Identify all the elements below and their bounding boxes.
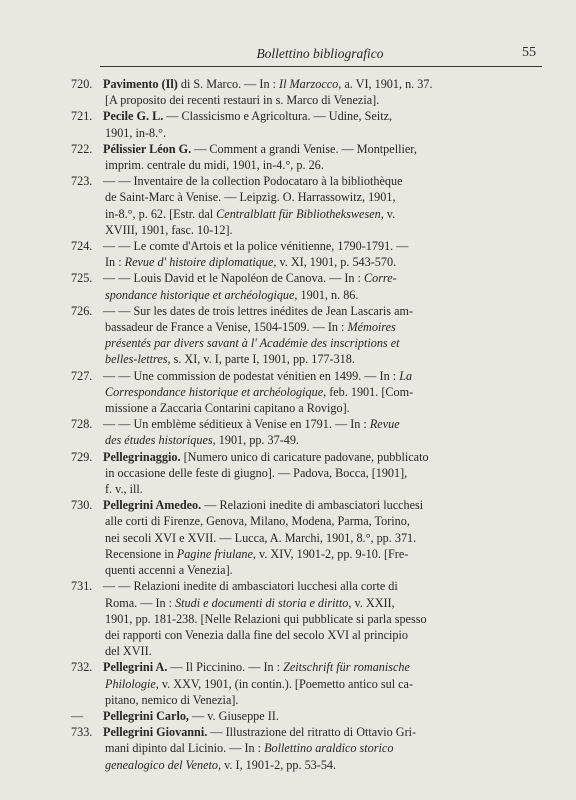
entry-line: — — Inventaire de la collection Podocataro à la bibliothèque xyxy=(103,174,403,189)
entry-number: 723. xyxy=(71,174,93,189)
bibliography-list xyxy=(0,76,576,773)
entry-number: 731. xyxy=(71,579,93,594)
entry-italic-title: Pagine friulane, xyxy=(176,546,256,561)
entry-number: 720. xyxy=(71,77,93,91)
entry-line: in-8.°, p. 62. [Estr. dal Centralblatt für Bibliothekswesen, v. xyxy=(105,206,396,221)
entry-line: pitano, nemico di Venezia]. xyxy=(105,692,239,707)
bibliography-entry xyxy=(0,108,576,140)
bibliography-entry xyxy=(0,497,576,578)
entry-line: Pellegrini Amedeo. — Relazioni inedite di ambasciatori lucchesi xyxy=(103,498,424,513)
entry-line: genealogico del Veneto, v. I, 1901-2, pp. 53-54. xyxy=(105,757,337,772)
entry-author: Pavimento (Il) xyxy=(103,77,178,91)
entry-line: — — Sur les dates de trois lettres inédites de Jean Lascaris am- xyxy=(103,303,414,318)
entry-italic-title: Mémoires xyxy=(347,320,396,335)
entry-line: Pellegrini Carlo, — v. Giuseppe II. xyxy=(103,708,279,723)
bibliography-entry xyxy=(0,270,576,302)
bibliography-entry xyxy=(0,416,576,448)
entry-italic-title: des études historiques, xyxy=(105,433,216,448)
entry-line: 1901, pp. 181-238. [Nelle Relazioni qui pubblicate si parla spesso xyxy=(105,611,427,626)
entry-italic-title: La xyxy=(399,368,413,383)
entry-italic-title: présentés par divers savant à l' Académie des inscriptions et xyxy=(105,336,400,351)
bibliography-entry xyxy=(0,238,576,270)
bibliography-entry xyxy=(0,303,576,368)
entry-line: de Saint-Marc à Venise. — Leipzig. O. Harrassowitz, 1901, xyxy=(105,190,396,205)
entry-italic-title: Centralblatt für Bibliothekswesen, xyxy=(216,206,384,221)
entry-number: 721. xyxy=(71,109,93,124)
entry-line: del XVII. xyxy=(105,644,152,659)
entry-line: — — Le comte d'Artois et la police vénitienne, 1790-1791. — xyxy=(103,239,409,254)
entry-line: Pellegrini A. — Il Piccinino. — In : Zeitschrift für romanische xyxy=(103,660,410,675)
entry-line xyxy=(0,335,576,351)
entry-line: des études historiques, 1901, pp. 37-49. xyxy=(105,433,299,448)
running-title: Bollettino bibliografico xyxy=(256,46,384,61)
page-number: 55 xyxy=(522,45,536,60)
entry-line: XVIII, 1901, fasc. 10-12]. xyxy=(105,222,233,237)
bibliography-entry xyxy=(0,449,576,498)
entry-line: quenti accenni a Venezia]. xyxy=(105,563,233,578)
entry-line: Recensione in Pagine friulane, v. XIV, 1901-2, pp. 9-10. [Fre- xyxy=(105,546,409,561)
entry-italic-title: Philologie, xyxy=(105,676,159,691)
entry-line: — — Un emblème séditieux à Venise en 1791. — In : Revue xyxy=(103,417,400,432)
entry-line: — — Relazioni inedite di ambasciatori lucchesi alla corte di xyxy=(103,579,398,594)
entry-number: 727. xyxy=(71,368,93,383)
entry-line: Pellegrini Giovanni. — Illustrazione del ritratto di Ottavio Gri- xyxy=(103,725,417,740)
entry-line: f. v., ill. xyxy=(105,482,143,497)
entry-line: — — Une commission de podestat vénitien en 1499. — In : La xyxy=(103,368,413,383)
entry-author: Pélissier Léon G. xyxy=(103,141,192,156)
bibliography-entry xyxy=(0,368,576,417)
entry-line: Pélissier Léon G. — Comment a grandi Venise. — Montpellier, xyxy=(103,141,417,156)
entry-author: Pellegrini A. xyxy=(103,660,168,675)
entry-line: alle corti di Firenze, Genova, Milano, Modena, Parma, Torino, xyxy=(105,514,410,529)
entry-number: 729. xyxy=(71,449,93,464)
entry-line: nei secoli XVI e XVII. — Lucca, A. Marchi, 1901, 8.°, pp. 371. xyxy=(105,530,417,545)
entry-line: Roma. — In : Studi e documenti di storia e diritto, v. XXII, xyxy=(105,595,395,610)
bibliography-entry xyxy=(0,76,576,108)
entry-line: Pecile G. L. — Classicismo e Agricoltura. — Udine, Seitz, xyxy=(103,109,393,124)
entry-line: in occasione delle feste di giugno]. — Padova, Bocca, [1901], xyxy=(105,465,408,480)
entry-number: 728. xyxy=(71,417,93,432)
entry-line: Correspondance historique et archéologique, feb. 1901. [Com- xyxy=(105,384,414,399)
entry-line: Philologie, v. XXV, 1901, (in contin.). [Poemetto antico sul ca- xyxy=(105,676,414,691)
entry-author: Pellegrinaggio. xyxy=(103,449,181,464)
entry-line: Pavimento (Il) di S. Marco. — In : Il Marzocco, a. VI, 1901, n. 37. xyxy=(103,77,433,91)
entry-italic-title: Il Marzocco, xyxy=(279,77,342,91)
bibliography-entry xyxy=(0,708,576,724)
entry-number: 725. xyxy=(71,271,93,286)
entry-number: 733. xyxy=(71,725,93,740)
entry-line: bassadeur de France a Venise, 1504-1509. — In : Mémoires xyxy=(105,320,396,335)
entry-italic-title: Revue d' histoire diplomatique, xyxy=(124,255,277,270)
entry-line: missione a Zaccaria Contarini capitano a Rovigo]. xyxy=(105,401,350,416)
entry-italic-title: Revue xyxy=(369,417,400,432)
entry-author: Pellegrini Amedeo. xyxy=(103,498,202,513)
bibliography-entry xyxy=(0,578,576,659)
entry-line: Pellegrinaggio. [Numero unico di caricature padovane, pubblicato xyxy=(103,449,429,464)
entry-author: Pellegrini Carlo, xyxy=(103,708,189,723)
entry-number: 724. xyxy=(71,239,93,254)
entry-italic-title: spondance historique et archéologique, xyxy=(105,287,298,302)
bibliography-entry xyxy=(0,173,576,238)
entry-number: 730. xyxy=(71,498,93,513)
entry-italic-title: Correspondance historique et archéologique, xyxy=(105,384,327,399)
bibliography-entry xyxy=(0,141,576,173)
entry-line: belles-lettres, s. XI, v. I, parte I, 1901, pp. 177-318. xyxy=(105,352,355,367)
entry-number: 732. xyxy=(71,660,93,675)
bibliography-entry xyxy=(0,659,576,708)
entry-line: imprim. centrale du midi, 1901, in-4.°, p. 26. xyxy=(105,158,324,173)
entry-line: dei rapporti con Venezia dalla fine del secolo XVI al principio xyxy=(105,627,408,642)
entry-italic-title: genealogico del Veneto, xyxy=(105,757,222,772)
entry-line: In : Revue d' histoire diplomatique, v. XI, 1901, p. 543-570. xyxy=(105,255,397,270)
entry-number: 726. xyxy=(71,303,93,318)
bibliography-entry xyxy=(0,724,576,773)
entry-italic-title: belles-lettres, xyxy=(105,352,171,367)
entry-line: mani dipinto dal Licinio. — In : Bollettino araldico storico xyxy=(105,741,394,756)
entry-line: — — Louis David et le Napoléon de Canova. — In : Corre- xyxy=(103,271,397,286)
entry-italic-title: Studi e documenti di storia e diritto, xyxy=(175,595,352,610)
entry-italic-title: Zeitschrift für romanische xyxy=(283,660,410,675)
entry-italic-title: Bollettino araldico storico xyxy=(264,741,394,756)
entry-line: spondance historique et archéologique, 1901, n. 86. xyxy=(105,287,359,302)
entry-line: [A proposito dei recenti restauri in s. Marco di Venezia]. xyxy=(105,93,380,108)
entry-number: — xyxy=(71,708,84,723)
entry-line: 1901, in-8.°. xyxy=(105,125,167,140)
entry-author: Pellegrini Giovanni. xyxy=(103,725,208,740)
entry-author: Pecile G. L. xyxy=(103,109,164,124)
header-rule xyxy=(100,66,542,67)
entry-italic-title: Corre- xyxy=(363,271,397,286)
entry-number: 722. xyxy=(71,141,93,156)
running-header xyxy=(100,44,540,64)
